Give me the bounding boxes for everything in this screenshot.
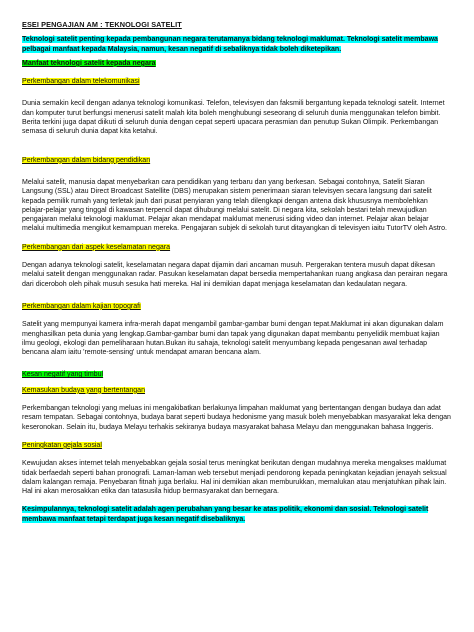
section-heading-gejala-sosial: Peningkatan gejala sosial xyxy=(22,441,102,449)
section-heading-budaya: Kemasukan budaya yang bertentangan xyxy=(22,386,146,394)
section-body-gejala-sosial: Kewujudan akses internet telah menyebabkan gejala sosial terus meningkat berikutan dengan mudahnya mereka mengakses maklumat tidak berfaedah seperti bahan pronografi. Laman-laman web tersebut menjadi pendorong kepada peningkatan kejadian jenayah seksual dalam kalangan remaja. Penyebaran fitnah juga berlaku. Hal ini demikian akan memburukkan, memalukan atau menjatuhkan pihak lain. Hal ini akan merosakkan etika dan tatasusila hidup bermasyarakat dan bernegara. xyxy=(22,460,447,496)
conclusion-paragraph xyxy=(22,505,452,524)
positive-heading-text: Manfaat teknologi satelit kepada negara xyxy=(22,59,156,67)
section-body-telekomunikasi: Dunia semakin kecil dengan adanya teknologi komunikasi. Telefon, televisyen dan faksmili bergantung kepada teknologi satelit. Internet dan komputer turut berfungsi menerusi satelit malah kita boleh menghubungi seseorang di seluruh dunia menggunakan telefon bimbit. Berita terkini juga dapat diikuti di seluruh dunia dengan cepat seperti upacara perasmian dan penutup Sukan Olimpik. Perkembangan semasa di seluruh dunia dapat kita ketahui. xyxy=(22,100,445,136)
conclusion-text: Kesimpulannya, teknologi satelit adalah agen perubahan yang besar ke atas politik, ekonomi dan sosial. Teknologi satelit membawa manfaat tetapi terdapat juga kesan negatif disebaliknya. xyxy=(22,506,429,523)
section-body-topografi: Satelit yang mempunyai kamera infra-merah dapat mengambil gambar-gambar bumi dengan tepat.Maklumat ini akan digunakan dalam menghasilkan peta dunia yang lengkap.Gambar-gambar bumi dan tapak yang digunakan dapat membantu penyelidik membuat kajian ilmu geologi, ekologi dan pemeliharaan hutan.Bukan itu sahaja, teknologi satelit menyumbang kepada pengesanan awal terhadap bencana alam iaitu 'remote-sensing' untuk mendapat amaran bencana alam. xyxy=(22,321,444,357)
section-heading xyxy=(22,441,452,450)
intro-paragraph xyxy=(22,35,452,54)
section-heading xyxy=(22,386,452,395)
section-heading-telekomunikasi: Perkembangan dalam telekomunikasi xyxy=(22,78,140,86)
section-heading xyxy=(22,302,452,311)
section-heading-topografi: Perkembangan dalam kajian topografi xyxy=(22,302,141,310)
section-heading xyxy=(22,243,452,252)
section-heading xyxy=(22,77,452,86)
section-heading-pendidikan: Perkembangan dalam bidang pendidikan xyxy=(22,156,151,164)
section-body-budaya: Perkembangan teknologi yang meluas ini mengakibatkan berlakunya limpahan maklumat yang bertentangan dengan budaya dan adat resam tempatan. Sebagai contohnya, budaya barat seperti budaya hedonisme yang masuk boleh menyebabkan masyarakat leka dengan keseronokan. Selain itu, budaya Melayu terhakis sekiranya budaya masyarakat bahasa Melayu dan menggunakan bahasa Inggeris. xyxy=(22,405,451,431)
section-body-pendidikan: Melalui satelit, manusia dapat menyebarkan cara pendidikan yang terbaru dan yang berkesan. Sebagai contohnya, Satelit Siaran Langsung (SSL) atau Direct Broadcast Satellite (DBS) merupakan sistem penerimaan siaran televisyen secara langsung dari satelit kepada pemilik rumah yang terletak jauh dari pusat penyiaran yang telah dilengkapi dengan antena disk khususnya membolehkan pelajar-pelajar yang tinggal di kawasan terpencil dapat dihubungi melalui satelit. Di negara kita, sekolah bestari telah mewujudkan pengajaran melalui teknologi maklumat. Pelajar akan mendapat maklumat menerusi siding video dan internet. Pelajar akan belajar melalui multimedia mengikut kemampuan mereka. Pengajaran subjek di sekolah turut ditayangkan di televisyen iaitu TutorTV oleh Astro. xyxy=(22,178,447,233)
section-heading-keselamatan: Perkembangan dari aspek keselamatan negara xyxy=(22,243,171,251)
intro-text: Teknologi satelit penting kepada pembangunan negara terutamanya bidang teknologi maklumat. Teknologi satelit membawa pelbagai manfaat kepada Malaysia, namun, kesan negatif di sebaliknya tidak boleh diketepikan. xyxy=(22,36,438,53)
document-title: ESEI PENGAJIAN AM : TEKNOLOGI SATELIT xyxy=(22,20,182,29)
section-body-keselamatan: Dengan adanya teknologi satelit, keselamatan negara dapat dijamin dari ancaman musuh. Pergerakan tentera musuh dapat dikesan melalui satelit dengan menggunakan radar. Pasukan keselamatan dapat bersedia mempertahankan ruang angkasa dan perairan negara dari diceroboh oleh pihak musuh sesuka hati mereka. Hal ini demikian dapat menjaga keselamatan dan kedaulatan negara. xyxy=(22,262,448,288)
section-heading xyxy=(22,156,452,165)
negative-heading xyxy=(22,370,452,379)
positive-heading xyxy=(22,59,452,68)
negative-heading-text: Kesan negatif yang timbul xyxy=(22,371,104,379)
